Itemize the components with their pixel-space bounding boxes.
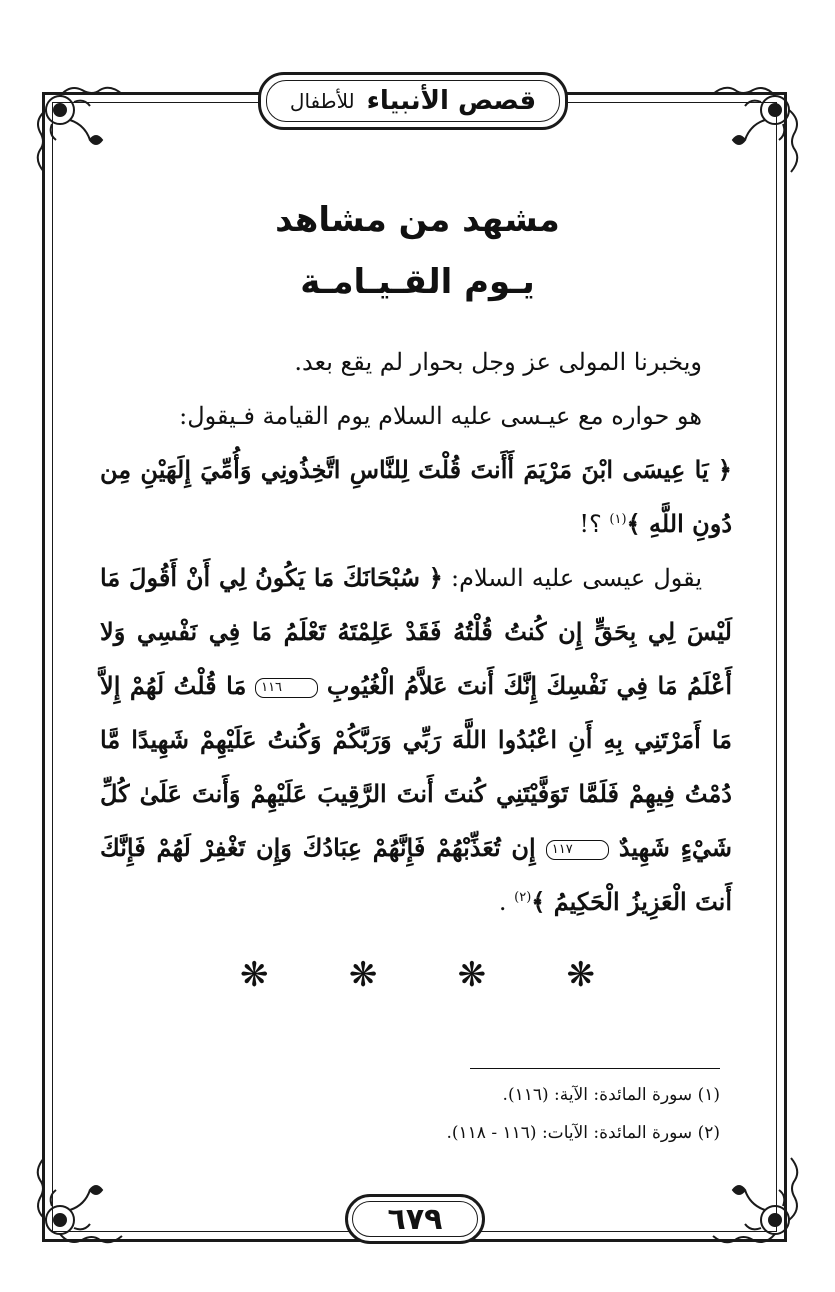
footnotes [300, 1076, 720, 1152]
chapter-title-line1: مشهد من مشاهد [275, 200, 560, 240]
quran-verse: مَا قُلْتُ لَهُمْ إِلاَّ مَا أَمَرْتَنِي بِهِ أَنِ اعْبُدُوا اللَّهَ رَبِّي وَرَبَّكُمْ وَكُنتُ عَلَيْهِمْ شَهِيدًا مَّا دُمْتُ فِيهِمْ فَلَمَّا تَوَفَّيْتَنِي كُنتَ أَنتَ الرَّقِيبَ عَلَيْهِمْ وَأَنتَ عَلَىٰ كُلِّ شَيْءٍ شَهِيدٌ [100, 671, 733, 862]
book-subtitle: للأطفال [289, 89, 355, 113]
asterism-icon: ❋ [566, 955, 595, 995]
ayah-number-badge: ١١٦ [255, 678, 318, 698]
paragraph: ويخبرنا المولى عز وجل بحوار لم يقع بعد. [294, 348, 702, 376]
ayah-number-badge: ١١٧ [546, 840, 609, 860]
corner-ornament-icon [705, 80, 805, 180]
footnote-divider [470, 1068, 720, 1069]
paragraph: هو حواره مع عيـسى عليه السلام يوم القيامة فـيقول: [179, 402, 702, 430]
footnote-ref: (١) [609, 512, 627, 527]
section-separator [240, 955, 595, 995]
footnote-item: (٢) سورة المائدة: الآيات: (١١٦ - ١١٨). [446, 1123, 720, 1143]
book-title: قصص الأنبياء [366, 86, 537, 116]
paragraph [100, 551, 732, 929]
punctuation: . [498, 888, 507, 916]
asterism-icon: ❋ [348, 955, 378, 995]
footnote-ref: (٢) [514, 890, 532, 905]
asterism-icon: ❋ [240, 955, 269, 995]
speaker-intro: يقول عيسى عليه السلام: [451, 564, 702, 592]
chapter-title-line2: يـوم القـيـامـة [300, 262, 535, 302]
book-header-badge [258, 72, 568, 130]
corner-ornament-icon [705, 1150, 805, 1250]
body-text [100, 335, 732, 929]
paragraph-quote [100, 443, 732, 551]
page-number: ٦٧٩ [345, 1194, 485, 1244]
footnote-item: (١) سورة المائدة: الآية: (١١٦). [502, 1085, 720, 1105]
quran-verse: ﴿ يَا عِيسَى ابْنَ مَرْيَمَ أَأَنتَ قُلْتَ لِلنَّاسِ اتَّخِذُونِي وَأُمِّيَ إِلَهَيْنِ مِن دُونِ اللَّهِ ﴾ [100, 455, 732, 538]
quran-verse: ﴿ سُبْحَانَكَ مَا يَكُونُ لِي أَنْ أَقُولَ مَا لَيْسَ لِي بِحَقٍّ إِن كُنتُ قُلْتُهُ فَقَدْ عَلِمْتَهُ تَعْلَمُ مَا فِي نَفْسِي وَلا أَعْلَمُ مَا فِي نَفْسِكَ إِنَّكَ أَنتَ عَلاَّمُ الْغُيُوبِ [100, 563, 733, 700]
quran-verse: إِن تُعَذِّبْهُمْ فَإِنَّهُمْ عِبَادُكَ وَإِن تَغْفِرْ لَهُمْ فَإِنَّكَ أَنتَ الْعَزِيزُ الْحَكِيمُ ﴾ [100, 833, 732, 916]
asterism-icon: ❋ [457, 955, 487, 995]
punctuation: ؟! [579, 510, 602, 538]
corner-ornament-icon [30, 80, 130, 180]
corner-ornament-icon [30, 1150, 130, 1250]
